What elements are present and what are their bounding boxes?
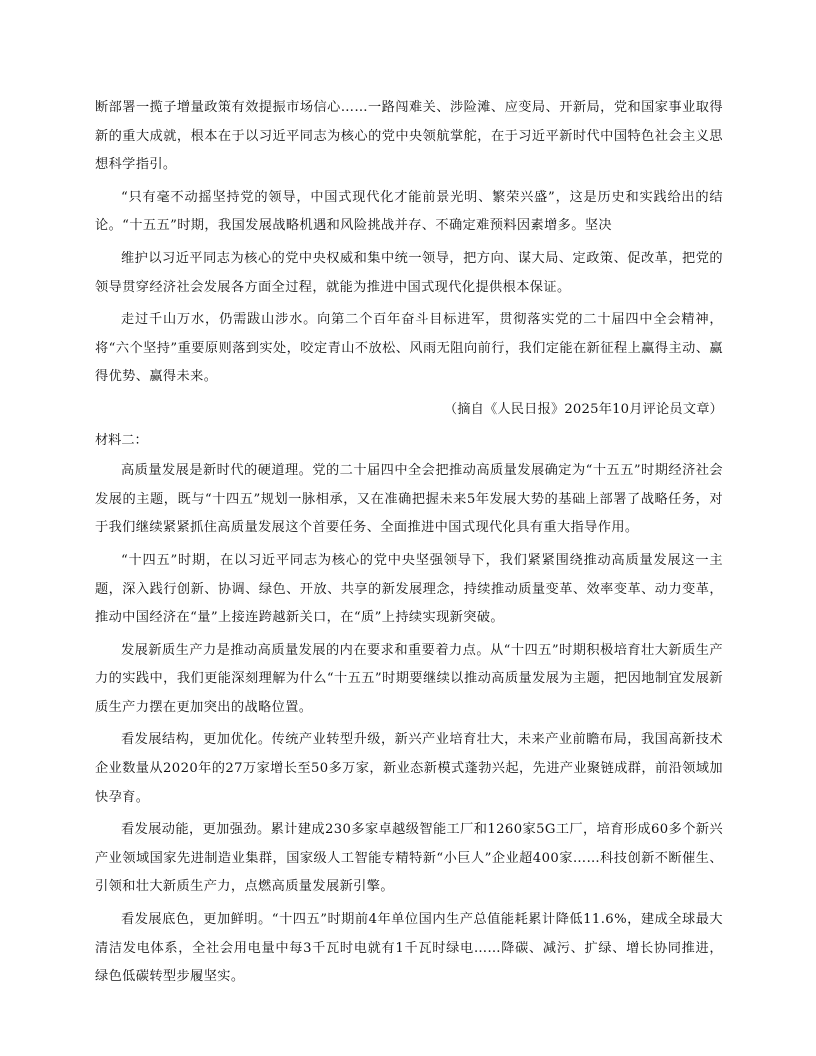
paragraph-new-productive-forces: 发展新质生产力是推动高质量发展的内在要求和重要着力点。从“十四五”时期积极培育壮大新质生产力的实践中，我们更能深刻理解为什么“十五五”时期要继续以推动高质量发展为主题，把因地制宜发展新质生产力摆在更加突出的战略位置。: [95, 642, 723, 715]
paragraph-continuation: 断部署一揽子增量政策有效提振市场信心……一路闯难关、涉险滩、应变局、开新局，党和国家事业取得新的重大成就，根本在于以习近平同志为核心的党中央领航掌舵，在于习近平新时代中国特色社会主义思想科学指引。: [95, 100, 723, 173]
paragraph-party-leadership: “只有毫不动摇坚持党的领导，中国式现代化才能前景光明、繁荣兴盛”，这是历史和实践给出的结论。“十五五”时期，我国发展战略机遇和风险挑战并存、不确定难预料因素增多。坚决: [95, 189, 723, 234]
paragraph-green-development: 看发展底色，更加鲜明。“十四五”时期前4年单位国内生产总值能耗累计降低11.6%，建成全球最大清洁发电体系，全社会用电量中每3千瓦时电就有1千瓦时绿电……降碳、减污、扩绿、增长协同推进，绿色低碳转型步履坚实。: [95, 912, 723, 985]
paragraph-new-journey: 走过千山万水，仍需跋山涉水。向第二个百年奋斗目标进军，贯彻落实党的二十届四中全会精神，将“六个坚持”重要原则落到实处，咬定青山不放松、风雨无阻向前行，我们定能在新征程上赢得主动、赢得优势、赢得未来。: [95, 312, 723, 385]
paragraph-fourteenth-plan: “十四五”时期，在以习近平同志为核心的党中央坚强领导下，我们紧紧围绕推动高质量发展这一主题，深入践行创新、协调、绿色、开放、共享的新发展理念，持续推动质量变革、效率变革、动力变革，推动中国经济在“量”上接连跨越新关口，在“质”上持续实现新突破。: [95, 552, 723, 626]
paragraph-development-structure: 看发展结构，更加优化。传统产业转型升级，新兴产业培育壮大，未来产业前瞻布局，我国高新技术企业数量从2020年的27万家增长至50多万家，新业态新模式蓬勃兴起，先进产业聚链成群，前沿领域加快孕育。: [95, 732, 723, 805]
document-body: [95, 94, 723, 996]
paragraph-development-momentum: 看发展动能，更加强劲。累计建成230多家卓越级智能工厂和1260家5G工厂，培育形成60多个新兴产业领域国家先进制造业集群，国家级人工智能专精特新“小巨人”企业超400家……科技创新不断催生、引领和壮大新质生产力，点燃高质量发展新引擎。: [95, 822, 723, 895]
paragraph-high-quality-development: 高质量发展是新时代的硬道理。党的二十届四中全会把推动高质量发展确定为“十五五”时期经济社会发展的主题，既与“十四五”规划一脉相承，又在准确把握未来5年发展大势的基础上部署了战略任务，对于我们继续紧紧抓住高质量发展这个首要任务、全面推进中国式现代化具有重大指导作用。: [95, 463, 723, 536]
material-two-heading: 材料二：: [95, 432, 148, 448]
paragraph-uphold-authority: 维护以习近平同志为核心的党中央权威和集中统一领导，把方向、谋大局、定政策、促改革，把党的领导贯穿经济社会发展各方面全过程，就能为推进中国式现代化提供根本保证。: [95, 250, 723, 295]
article-source: （摘自《人民日报》2025年10月评论员文章）: [443, 401, 723, 417]
